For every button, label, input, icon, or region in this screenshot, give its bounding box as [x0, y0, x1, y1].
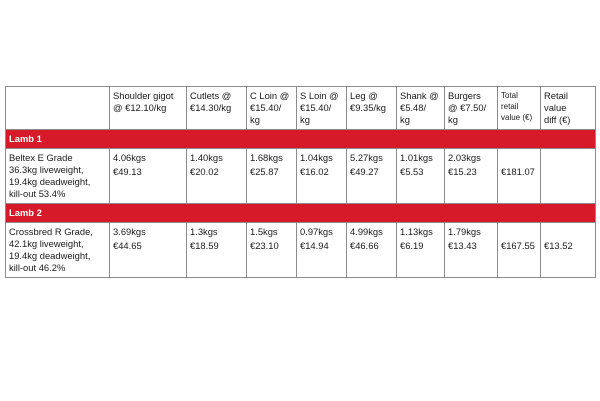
weight: 1.13kgs	[400, 226, 433, 237]
cell-shoulder-gigot	[110, 223, 187, 278]
diff-value: €13.52	[544, 240, 573, 251]
weight: 1.3kgs	[190, 226, 218, 237]
lamb-retail-value-table	[5, 86, 596, 278]
cell-cutlets	[187, 149, 247, 204]
cell-leg	[347, 223, 397, 278]
cell-diff	[541, 223, 596, 278]
header-burgers: Burgers @ €7.50/ kg	[445, 87, 498, 130]
cell-burgers	[445, 223, 498, 278]
cell-diff	[541, 149, 596, 204]
value: €18.59	[190, 240, 219, 251]
header-row	[6, 87, 596, 130]
weight: 1.79kgs	[448, 226, 481, 237]
cell-shank	[397, 149, 445, 204]
weight: 3.69kgs	[113, 226, 146, 237]
weight: 1.01kgs	[400, 152, 433, 163]
header-shank: Shank @ €5.48/ kg	[397, 87, 445, 130]
value: €14.94	[300, 240, 329, 251]
header-leg: Leg @ €9.35/kg	[347, 87, 397, 130]
section-label: Lamb 2	[6, 204, 596, 223]
value: €25.87	[250, 166, 279, 177]
cell-leg	[347, 149, 397, 204]
header-shoulder-gigot: Shoulder gigot @ €12.10/kg	[110, 87, 187, 130]
weight: 1.40kgs	[190, 152, 223, 163]
header-cutlets: Cutlets @ €14.30/kg	[187, 87, 247, 130]
header-s-loin: S Loin @ €15.40/ kg	[297, 87, 347, 130]
section-row-lamb-2	[6, 204, 596, 223]
weight: 1.04kgs	[300, 152, 333, 163]
value: €46.66	[350, 240, 379, 251]
value: €23.10	[250, 240, 279, 251]
value: €20.02	[190, 166, 219, 177]
cell-s-loin	[297, 223, 347, 278]
table-row-lamb-2	[6, 223, 596, 278]
cell-shoulder-gigot	[110, 149, 187, 204]
header-c-loin: C Loin @ €15.40/ kg	[247, 87, 297, 130]
cell-shank	[397, 223, 445, 278]
table-row-lamb-1	[6, 149, 596, 204]
weight: 4.99kgs	[350, 226, 383, 237]
cell-total	[498, 223, 541, 278]
cell-c-loin	[247, 223, 297, 278]
value: €49.13	[113, 166, 142, 177]
weight: 1.68kgs	[250, 152, 283, 163]
cell-total	[498, 149, 541, 204]
header-retail-value-diff: Retail value diff (€)	[541, 87, 596, 130]
lamb-description: Crossbred R Grade, 42.1kg liveweight, 19.4kg deadweight, kill-out 46.2%	[6, 223, 110, 278]
value: €16.02	[300, 166, 329, 177]
lamb-description: Beltex E Grade 36.3kg liveweight, 19.4kg deadweight, kill-out 53.4%	[6, 149, 110, 204]
total-value: €181.07	[501, 166, 535, 177]
weight: 2.03kgs	[448, 152, 481, 163]
header-empty-cell	[6, 87, 110, 130]
cell-burgers	[445, 149, 498, 204]
value: €44.65	[113, 240, 142, 251]
value: €13.43	[448, 240, 477, 251]
cell-cutlets	[187, 223, 247, 278]
weight: 1.5kgs	[250, 226, 278, 237]
weight: 0.97kgs	[300, 226, 333, 237]
cell-s-loin	[297, 149, 347, 204]
value: €6.19	[400, 240, 424, 251]
value: €15.23	[448, 166, 477, 177]
value: €5.53	[400, 166, 424, 177]
cell-c-loin	[247, 149, 297, 204]
total-value: €167.55	[501, 240, 535, 251]
section-row-lamb-1	[6, 130, 596, 149]
weight: 5.27kgs	[350, 152, 383, 163]
weight: 4.06kgs	[113, 152, 146, 163]
header-total-retail-value: Total retail value (€)	[498, 87, 541, 130]
value: €49.27	[350, 166, 379, 177]
section-label: Lamb 1	[6, 130, 596, 149]
